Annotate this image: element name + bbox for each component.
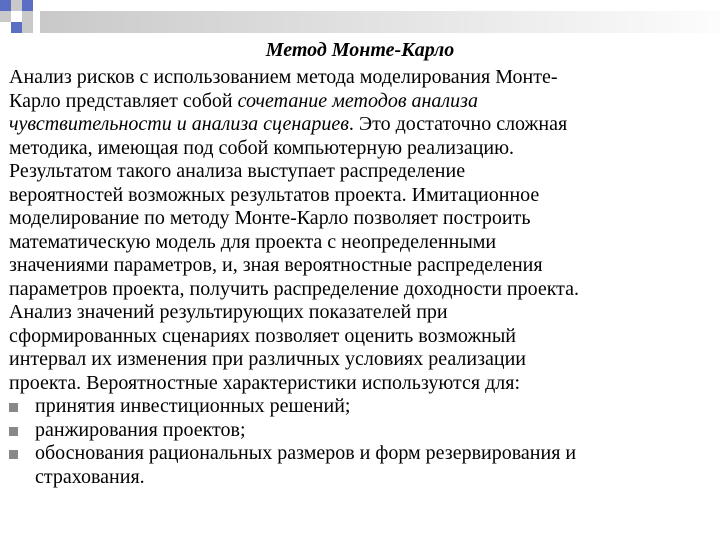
list-item [9, 442, 717, 489]
text-line: Результатом такого анализа выступает распределение [9, 160, 466, 182]
deco-square-gray [0, 11, 11, 22]
list-item-text: принятия инвестиционных решений; [35, 395, 351, 417]
square-bullet-icon [9, 427, 18, 436]
text-line: сформированных сценариях позволяет оценить возможный [9, 324, 517, 347]
text-line: интервал их изменения при различных условиях реализации [9, 348, 526, 370]
slide-body [9, 66, 717, 489]
text-line: Анализ значений результирующих показателей при [9, 301, 448, 323]
paragraph-scenario-analysis [9, 301, 717, 395]
text-line: моделирование по методу Монте-Карло позволяет построить [9, 207, 531, 229]
italic-emphasis: сочетание методов анализа [237, 89, 478, 112]
list-item-text: обоснования рациональных размеров и форм резервирования и [35, 442, 577, 464]
deco-square-blue [0, 0, 11, 11]
text-line: проекта. Вероятностные характеристики используются для: [9, 371, 521, 394]
text-line [9, 113, 717, 137]
list-item-text: страхования. [35, 465, 145, 488]
list-item [9, 419, 717, 443]
header-gradient-bar [40, 11, 720, 33]
deco-square-gray [11, 0, 22, 11]
text-segment: Карло представляет собой [9, 89, 238, 112]
text-line: значениями параметров, и, зная вероятностные распределения [9, 254, 543, 276]
square-bullet-icon [9, 403, 18, 412]
text-line: вероятностей возможных результатов проекта. Имитационное [9, 183, 540, 206]
paragraph-monte-carlo-description [9, 66, 717, 301]
text-line: параметров проекта, получить распределение доходности проекта. [9, 277, 580, 300]
text-line: математическую модель для проекта с неопределенными [9, 230, 497, 253]
list-item [9, 395, 717, 419]
deco-square-blue [22, 0, 33, 11]
text-line: методика, имеющая под собой компьютерную реализацию. [9, 136, 515, 159]
deco-square-blue [11, 22, 22, 33]
list-item-text: ранжирования проектов; [35, 418, 246, 441]
square-bullet-icon [9, 450, 18, 459]
text-segment: . Это достаточно сложная [348, 113, 568, 135]
deco-square-gray [22, 22, 33, 33]
italic-emphasis: чувствительности и анализа сценариев [9, 113, 349, 135]
slide-title: Метод Монте-Карло [265, 39, 455, 61]
decorative-header-squares [0, 0, 720, 40]
text-line [9, 89, 717, 114]
deco-square-gray [22, 11, 33, 22]
bullet-list [9, 395, 717, 489]
text-line: Анализ рисков с использованием метода моделирования Монте- [9, 66, 558, 88]
